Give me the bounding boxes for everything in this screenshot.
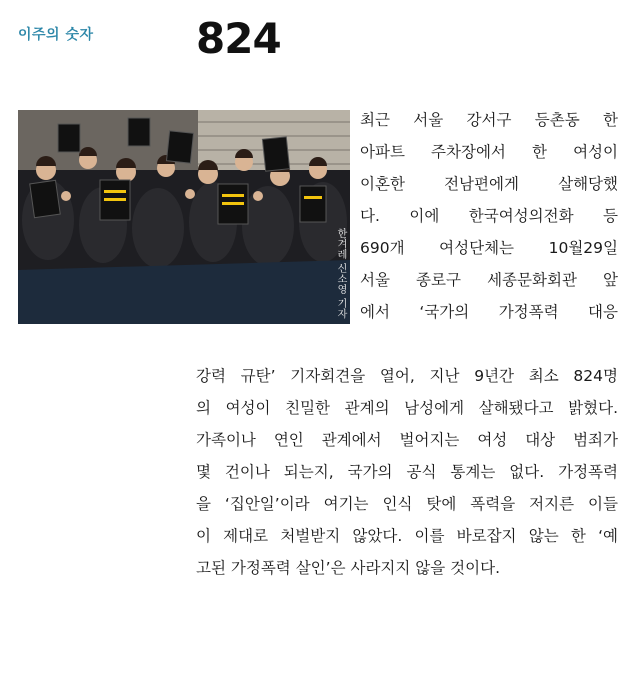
big-number: 824 <box>196 14 281 63</box>
article-line: 최근 서울 강서구 등촌동 한 <box>360 111 618 129</box>
article-line: 가족이나 연인 관계에서 벌어지는 여성 대상 범죄가 <box>196 431 618 449</box>
article-line: 이혼한 전남편에게 살해당했 <box>360 175 618 193</box>
article-body-side <box>360 104 618 328</box>
article-line: 이 제대로 처벌받지 않았다. 이를 바로잡지 않는 한 ‘예 <box>196 527 618 545</box>
photo-credit: 한겨레 신소영 기자 <box>335 228 346 320</box>
article-line: 의 여성이 친밀한 관계의 남성에게 살해됐다고 밝혔다. <box>196 399 618 417</box>
article-line: 690개 여성단체는 10월29일 <box>360 239 618 257</box>
article-line: 에서 ‘국가의 가정폭력 대응 <box>360 303 618 321</box>
section-label: 이주의 숫자 <box>18 27 94 43</box>
article-line: 강력 규탄’ 기자회견을 열어, 지난 9년간 최소 824명 <box>196 367 618 385</box>
photo-illustration <box>18 110 350 324</box>
article-line: 을 ‘집안일’이라 여기는 인식 탓에 폭력을 저지른 이들 <box>196 495 618 513</box>
press-conference-photo <box>18 110 350 324</box>
article-line: 다. 이에 한국여성의전화 등 <box>360 207 618 225</box>
article-line: 고된 가정폭력 살인’은 사라지지 않을 것이다. <box>196 559 501 577</box>
article-body-full <box>196 360 618 584</box>
article-line: 몇 건이나 되는지, 국가의 공식 통계는 없다. 가정폭력 <box>196 463 618 481</box>
article-line: 아파트 주차장에서 한 여성이 <box>360 143 618 161</box>
article-line: 서울 종로구 세종문화회관 앞 <box>360 271 618 289</box>
